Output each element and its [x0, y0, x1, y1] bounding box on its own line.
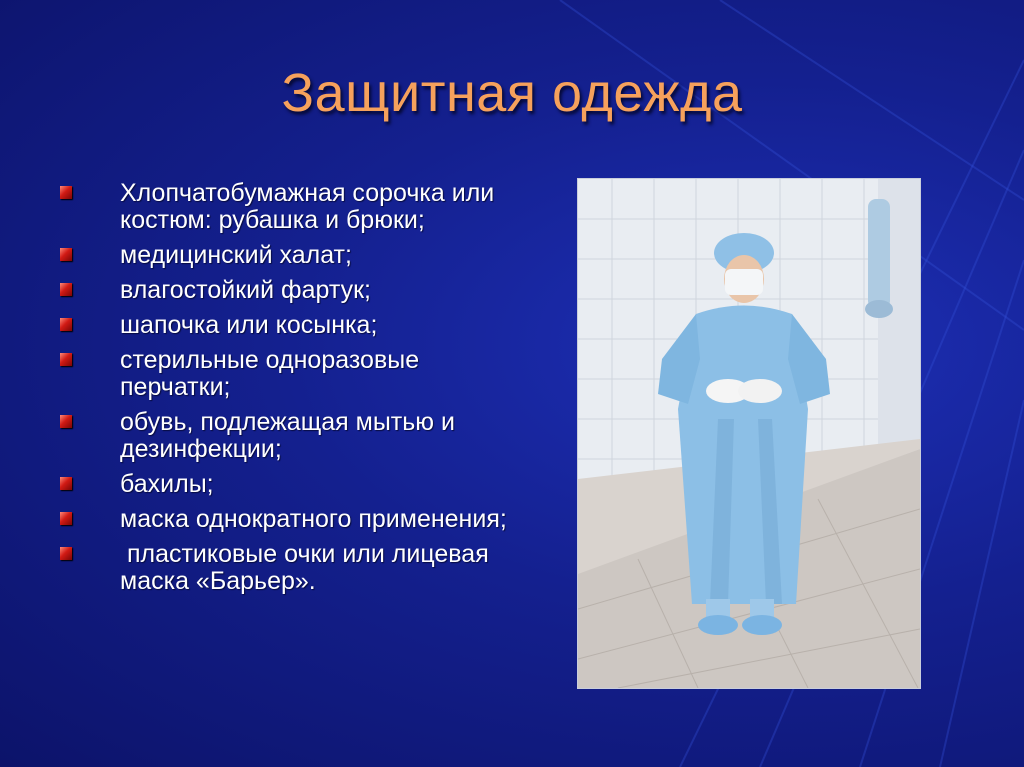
bullet-list: [58, 180, 528, 603]
list-item: [58, 277, 528, 304]
bullet-square-icon: [60, 547, 72, 560]
list-item-text: маска однократного применения;: [120, 505, 507, 533]
protective-clothing-photo: [577, 178, 921, 689]
list-item: [58, 471, 528, 498]
list-item-text: шапочка или косынка;: [120, 311, 378, 339]
bullet-square-icon: [60, 353, 72, 366]
list-item-text: пластиковые очки или лицевая маска «Барьер».: [120, 540, 496, 595]
bullet-square-icon: [60, 318, 72, 331]
list-item-text: стерильные одноразовые перчатки;: [120, 346, 420, 401]
list-item: [58, 347, 528, 401]
bullet-square-icon: [60, 477, 72, 490]
list-item-text: Хлопчатобумажная сорочка или костюм: рубашка и брюки;: [120, 179, 495, 234]
bullet-square-icon: [60, 186, 72, 199]
list-item: [58, 312, 528, 339]
slide-title: Защитная одежда: [281, 63, 743, 123]
list-item: [58, 541, 528, 595]
bullet-square-icon: [60, 283, 72, 296]
list-item: [58, 180, 528, 234]
list-item: [58, 506, 528, 533]
list-item-text: бахилы;: [120, 470, 214, 498]
list-item-text: обувь, подлежащая мытью и дезинфекции;: [120, 408, 455, 463]
list-item-text: медицинский халат;: [120, 241, 352, 269]
bullet-square-icon: [60, 512, 72, 525]
list-item: [58, 409, 528, 463]
list-item-text: влагостойкий фартук;: [120, 276, 371, 304]
person-in-protective-gown-illustration: [578, 179, 920, 688]
list-item: [58, 242, 528, 269]
bullet-square-icon: [60, 415, 72, 428]
bullet-square-icon: [60, 248, 72, 261]
